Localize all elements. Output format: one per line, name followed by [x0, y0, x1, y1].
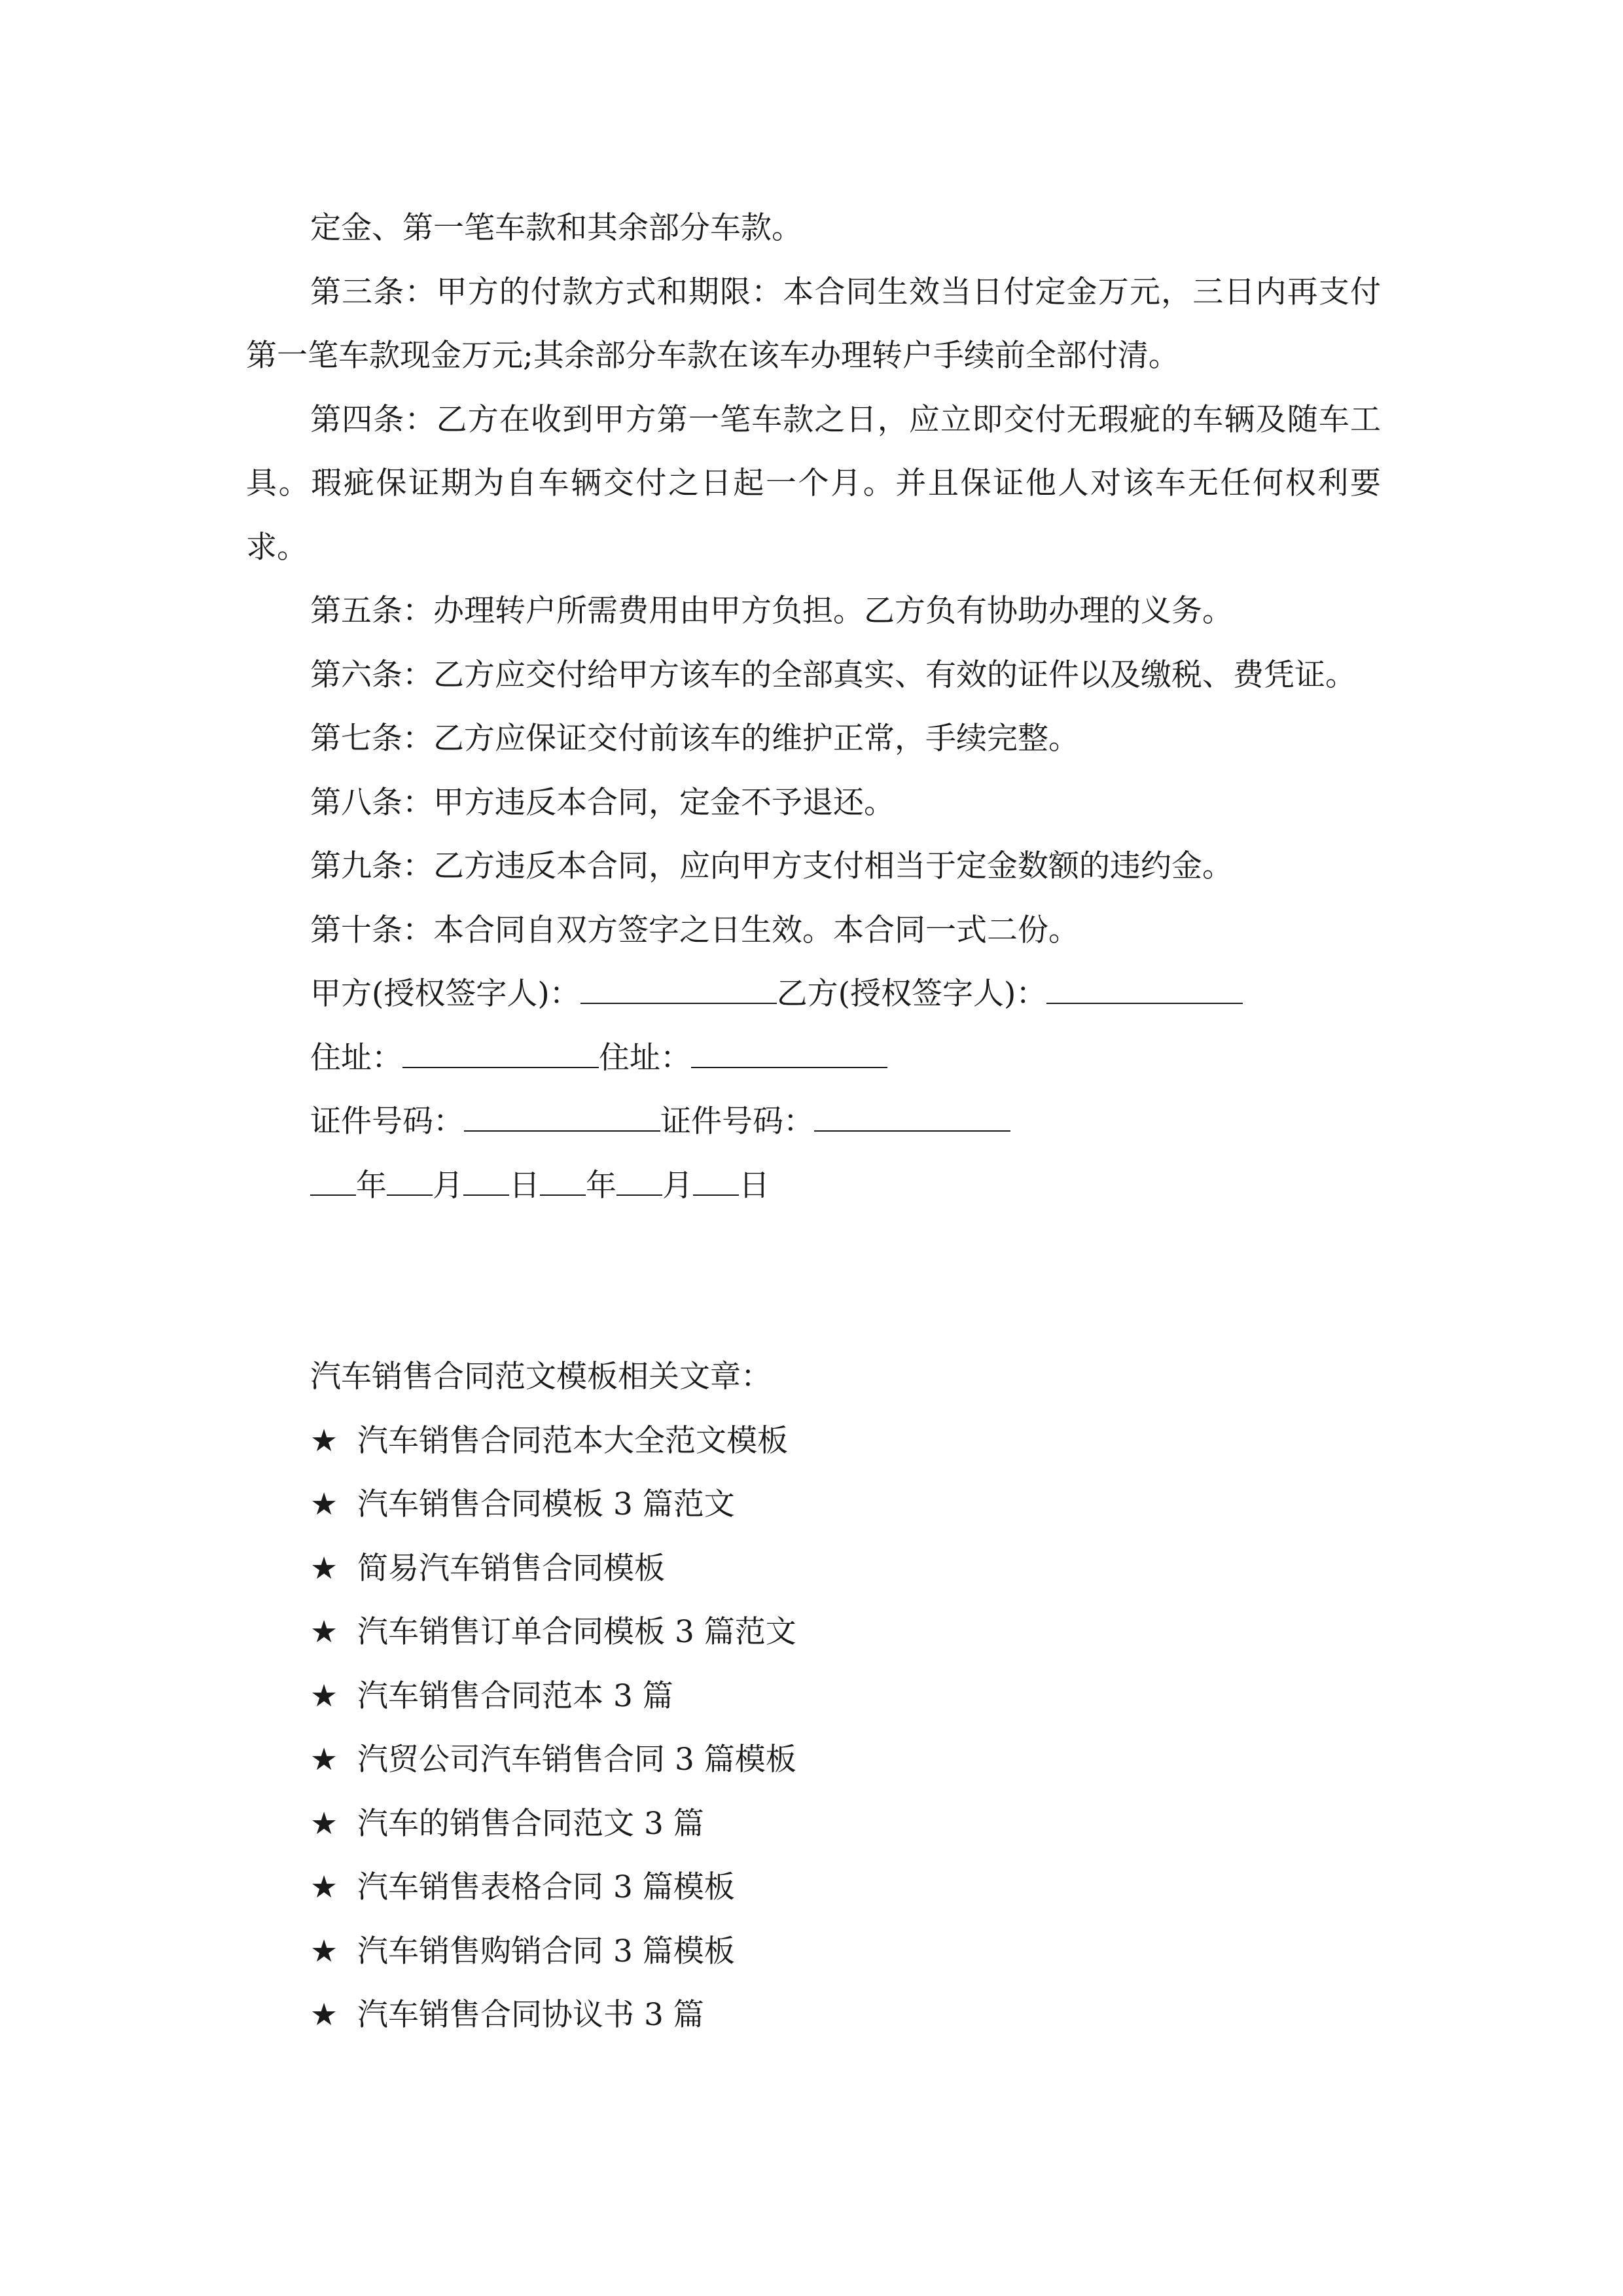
related-article-link[interactable]: 汽车的销售合同范文 3 篇 [357, 1805, 704, 1842]
clause-6-documents: 第六条：乙方应交付给甲方该车的全部真实、有效的证件以及缴税、费凭证。 [310, 656, 1356, 693]
related-article-link[interactable]: 汽贸公司汽车销售合同 3 篇模板 [357, 1742, 796, 1778]
party-b-year-label: 年 [586, 1167, 616, 1204]
party-b-address-blank[interactable] [691, 1034, 887, 1068]
related-article-link[interactable]: 汽车销售表格合同 3 篇模板 [357, 1869, 735, 1905]
related-article-item[interactable] [310, 1473, 1381, 1537]
party-b-day-label: 日 [739, 1167, 770, 1204]
clause-3-payment: 第三条：甲方的付款方式和期限：本合同生效当日付定金万元，三日内再支付第一笔车款现金万元;其余部分车款在该车办理转户手续前全部付清。 [246, 274, 1381, 374]
star-icon: ★ [310, 1869, 338, 1905]
star-icon: ★ [310, 1550, 338, 1587]
signature-row-address [246, 1026, 1381, 1090]
party-b-id-blank[interactable] [814, 1098, 1010, 1132]
star-icon: ★ [310, 1805, 338, 1842]
signature-row-signers [246, 962, 1381, 1026]
related-articles-list [246, 1409, 1381, 2047]
party-b-day-blank[interactable] [693, 1162, 739, 1196]
related-article-item[interactable] [310, 1983, 1381, 2047]
clause-5-transfer-fees: 第五条：办理转户所需费用由甲方负担。乙方负有协助办理的义务。 [310, 593, 1233, 629]
document-body [246, 196, 1381, 2047]
clause-9-party-b-breach: 第九条：乙方违反本合同，应向甲方支付相当于定金数额的违约金。 [310, 848, 1233, 884]
clause-4-delivery: 第四条：乙方在收到甲方第一笔车款之日，应立即交付无瑕疵的车辆及随车工具。瑕疵保证期为自车辆交付之日起一个月。并且保证他人对该车无任何权利要求。 [246, 401, 1381, 565]
related-article-item[interactable] [310, 1728, 1381, 1792]
related-article-link[interactable]: 汽车销售合同范本大全范文模板 [357, 1422, 788, 1459]
related-article-link[interactable]: 汽车销售合同协议书 3 篇 [357, 1997, 704, 2033]
related-article-item[interactable] [310, 1664, 1381, 1729]
party-a-month-label: 月 [433, 1167, 463, 1204]
party-b-month-label: 月 [662, 1167, 693, 1204]
related-article-item[interactable] [310, 1856, 1381, 1920]
party-a-month-blank[interactable] [387, 1162, 433, 1196]
star-icon: ★ [310, 1422, 338, 1459]
party-a-address-label: 住址： [310, 1039, 402, 1076]
party-b-id-label: 证件号码： [660, 1103, 814, 1139]
clause-8-party-a-breach: 第八条：甲方违反本合同，定金不予退还。 [310, 784, 895, 821]
party-a-day-blank[interactable] [463, 1162, 509, 1196]
signature-row-dates [246, 1154, 1381, 1218]
party-b-signer-blank[interactable] [1046, 970, 1243, 1004]
related-article-item[interactable] [310, 1600, 1381, 1664]
party-a-address-blank[interactable] [402, 1034, 599, 1068]
related-article-link[interactable]: 汽车销售合同模板 3 篇范文 [357, 1486, 735, 1522]
star-icon: ★ [310, 1742, 338, 1778]
party-b-address-label: 住址： [599, 1039, 691, 1076]
clause-7-maintenance: 第七条：乙方应保证交付前该车的维护正常，手续完整。 [310, 721, 1079, 757]
related-article-item[interactable] [310, 1920, 1381, 1984]
party-b-year-blank[interactable] [540, 1162, 586, 1196]
related-article-item[interactable] [310, 1409, 1381, 1473]
related-article-item[interactable] [310, 1792, 1381, 1856]
section-spacer [246, 1217, 1381, 1345]
related-article-link[interactable]: 汽车销售购销合同 3 篇模板 [357, 1933, 735, 1969]
related-article-link[interactable]: 简易汽车销售合同模板 [357, 1550, 665, 1587]
party-a-signer-label: 甲方(授权签字人)： [310, 976, 580, 1012]
related-article-link[interactable]: 汽车销售合同范本 3 篇 [357, 1677, 673, 1714]
clause-10-effective: 第十条：本合同自双方签字之日生效。本合同一式二份。 [310, 912, 1079, 948]
paragraph-deposit-summary: 定金、第一笔车款和其余部分车款。 [310, 210, 802, 246]
related-article-link[interactable]: 汽车销售订单合同模板 3 篇范文 [357, 1614, 796, 1650]
party-b-signer-label: 乙方(授权签字人)： [776, 976, 1047, 1012]
party-b-month-blank[interactable] [616, 1162, 662, 1196]
related-articles-title: 汽车销售合同范文模板相关文章： [310, 1359, 772, 1395]
star-icon: ★ [310, 1997, 338, 2033]
star-icon: ★ [310, 1614, 338, 1650]
party-a-day-label: 日 [509, 1167, 540, 1204]
signature-row-id [246, 1090, 1381, 1154]
party-a-id-label: 证件号码： [310, 1103, 464, 1139]
party-a-signer-blank[interactable] [580, 970, 777, 1004]
star-icon: ★ [310, 1486, 338, 1522]
party-a-year-blank[interactable] [310, 1162, 356, 1196]
star-icon: ★ [310, 1677, 338, 1714]
related-article-item[interactable] [310, 1537, 1381, 1601]
star-icon: ★ [310, 1933, 338, 1969]
party-a-id-blank[interactable] [464, 1098, 660, 1132]
party-a-year-label: 年 [356, 1167, 387, 1204]
